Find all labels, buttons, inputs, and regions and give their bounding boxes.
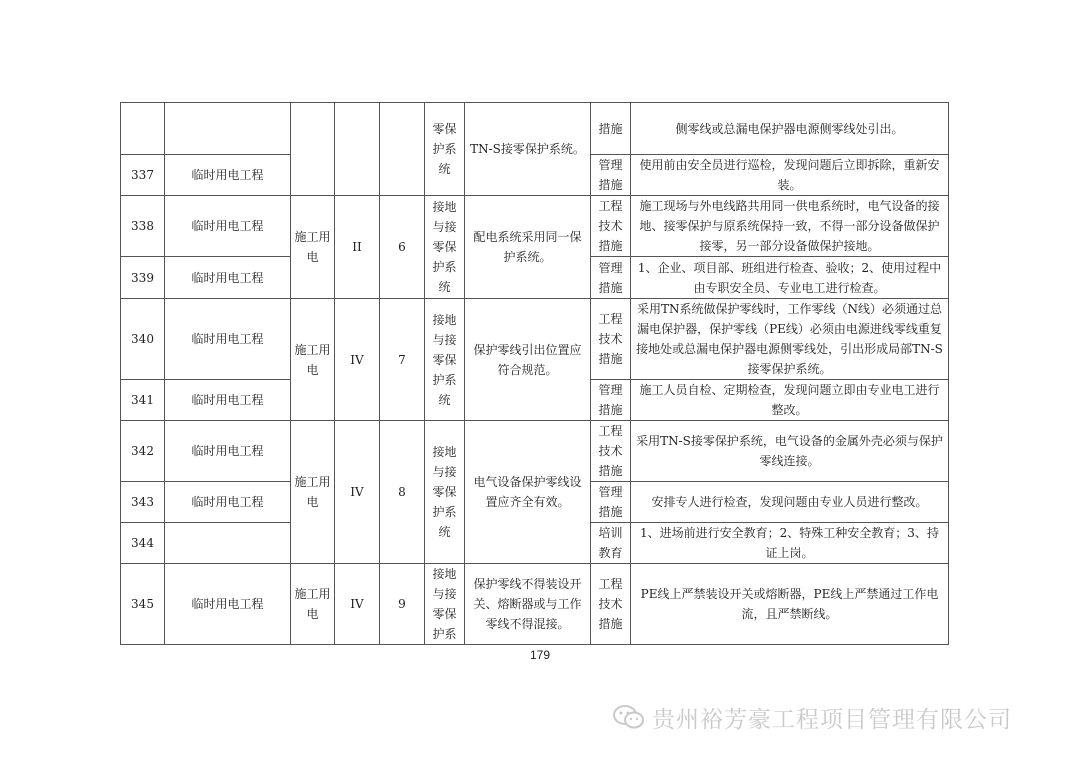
category-cell: 接地与接零保护系: [425, 564, 465, 645]
measure-cell: 安排专人进行检查，发现问题由专业人员进行整改。: [631, 482, 949, 523]
measure-type-cell: 工程技术措施: [591, 299, 631, 380]
phase-cell: 施工用电: [291, 564, 335, 645]
table-row: [121, 421, 949, 482]
category-cell: 零保护系统: [425, 103, 465, 196]
project-cell: 临时用电工程: [165, 257, 291, 299]
project-cell: 临时用电工程: [165, 564, 291, 645]
project-cell: [165, 103, 291, 155]
row-number-cell: 338: [121, 196, 165, 257]
measure-cell: 1、企业、项目部、班组进行检查、验收；2、使用过程中由专职安全员、专业电工进行检查。: [631, 257, 949, 299]
index-cell: 7: [380, 299, 425, 421]
measure-type-cell: 管理措施: [591, 257, 631, 299]
requirement-cell: 保护零线引出位置应符合规范。: [465, 299, 591, 421]
project-cell: 临时用电工程: [165, 299, 291, 380]
project-cell: 临时用电工程: [165, 380, 291, 421]
index-cell: [380, 103, 425, 196]
level-cell: IV: [335, 564, 380, 645]
table-row: [121, 299, 949, 380]
level-cell: IV: [335, 421, 380, 564]
measure-type-cell: 工程技术措施: [591, 196, 631, 257]
index-cell: 8: [380, 421, 425, 564]
safety-measures-table-main: [120, 102, 949, 645]
row-number-cell: 337: [121, 155, 165, 196]
row-number-cell: [121, 103, 165, 155]
level-cell: II: [335, 196, 380, 299]
measure-type-cell: 培训教育: [591, 523, 631, 564]
category-cell: 接地与接零保护系统: [425, 299, 465, 421]
index-cell: 9: [380, 564, 425, 645]
table-row: [121, 564, 949, 645]
project-cell: 临时用电工程: [165, 421, 291, 482]
project-cell: 临时用电工程: [165, 196, 291, 257]
requirement-cell: TN-S接零保护系统。: [465, 103, 591, 196]
requirement-cell: 配电系统采用同一保护系统。: [465, 196, 591, 299]
measure-cell: 施工人员自检、定期检查，发现问题立即由专业电工进行整改。: [631, 380, 949, 421]
phase-cell: 施工用电: [291, 196, 335, 299]
category-cell: 接地与接零保护系统: [425, 421, 465, 564]
requirement-cell: 电气设备保护零线设置应齐全有效。: [465, 421, 591, 564]
row-number-cell: 342: [121, 421, 165, 482]
measure-type-cell: 工程技术措施: [591, 421, 631, 482]
requirement-cell: 保护零线不得装设开关、熔断器或与工作零线不得混接。: [465, 564, 591, 645]
measure-cell: PE线上严禁装设开关或熔断器，PE线上严禁通过工作电流，且严禁断线。: [631, 564, 949, 645]
wechat-icon: [612, 704, 646, 730]
measure-cell: 施工现场与外电线路共用同一供电系统时，电气设备的接地、接零保护与原系统保持一致，不得一部分设备做保护接零，另一部分设备做保护接地。: [631, 196, 949, 257]
measure-type-cell: 管理措施: [591, 482, 631, 523]
table-row: [121, 103, 949, 155]
page-number: 179: [529, 648, 551, 662]
category-cell: 接地与接零保护系统: [425, 196, 465, 299]
row-number-cell: 343: [121, 482, 165, 523]
row-number-cell: 344: [121, 523, 165, 564]
measure-cell: 1、进场前进行安全教育；2、特殊工种安全教育；3、持证上岗。: [631, 523, 949, 564]
table-row: [121, 196, 949, 257]
measure-type-cell: 工程技术措施: [591, 564, 631, 645]
measure-cell: 侧零线或总漏电保护器电源侧零线处引出。: [631, 103, 949, 155]
measure-type-cell: 措施: [591, 103, 631, 155]
project-cell: 临时用电工程: [165, 155, 291, 196]
row-number-cell: 345: [121, 564, 165, 645]
row-number-cell: 339: [121, 257, 165, 299]
measure-type-cell: 管理措施: [591, 155, 631, 196]
measure-cell: 使用前由安全员进行巡检，发现问题后立即拆除，重新安装。: [631, 155, 949, 196]
project-cell: 临时用电工程: [165, 482, 291, 523]
phase-cell: 施工用电: [291, 299, 335, 421]
level-cell: IV: [335, 299, 380, 421]
level-cell: [335, 103, 380, 196]
row-number-cell: 340: [121, 299, 165, 380]
watermark-text: 贵州裕芳豪工程项目管理有限公司: [652, 706, 1012, 733]
project-cell: [165, 523, 291, 564]
measure-type-cell: 管理措施: [591, 380, 631, 421]
measure-cell: 采用TN-S接零保护系统，电气设备的金属外壳必须与保护零线连接。: [631, 421, 949, 482]
phase-cell: 施工用电: [291, 421, 335, 564]
watermark: [612, 700, 1012, 734]
measure-cell: 采用TN系统做保护零线时，工作零线（N线）必须通过总漏电保护器，保护零线（PE线）必须由电源进线零线重复接地处或总漏电保护器电源侧零线处，引出形成局部TN-S接零保护系统。: [631, 299, 949, 380]
row-number-cell: 341: [121, 380, 165, 421]
phase-cell: [291, 103, 335, 196]
index-cell: 6: [380, 196, 425, 299]
